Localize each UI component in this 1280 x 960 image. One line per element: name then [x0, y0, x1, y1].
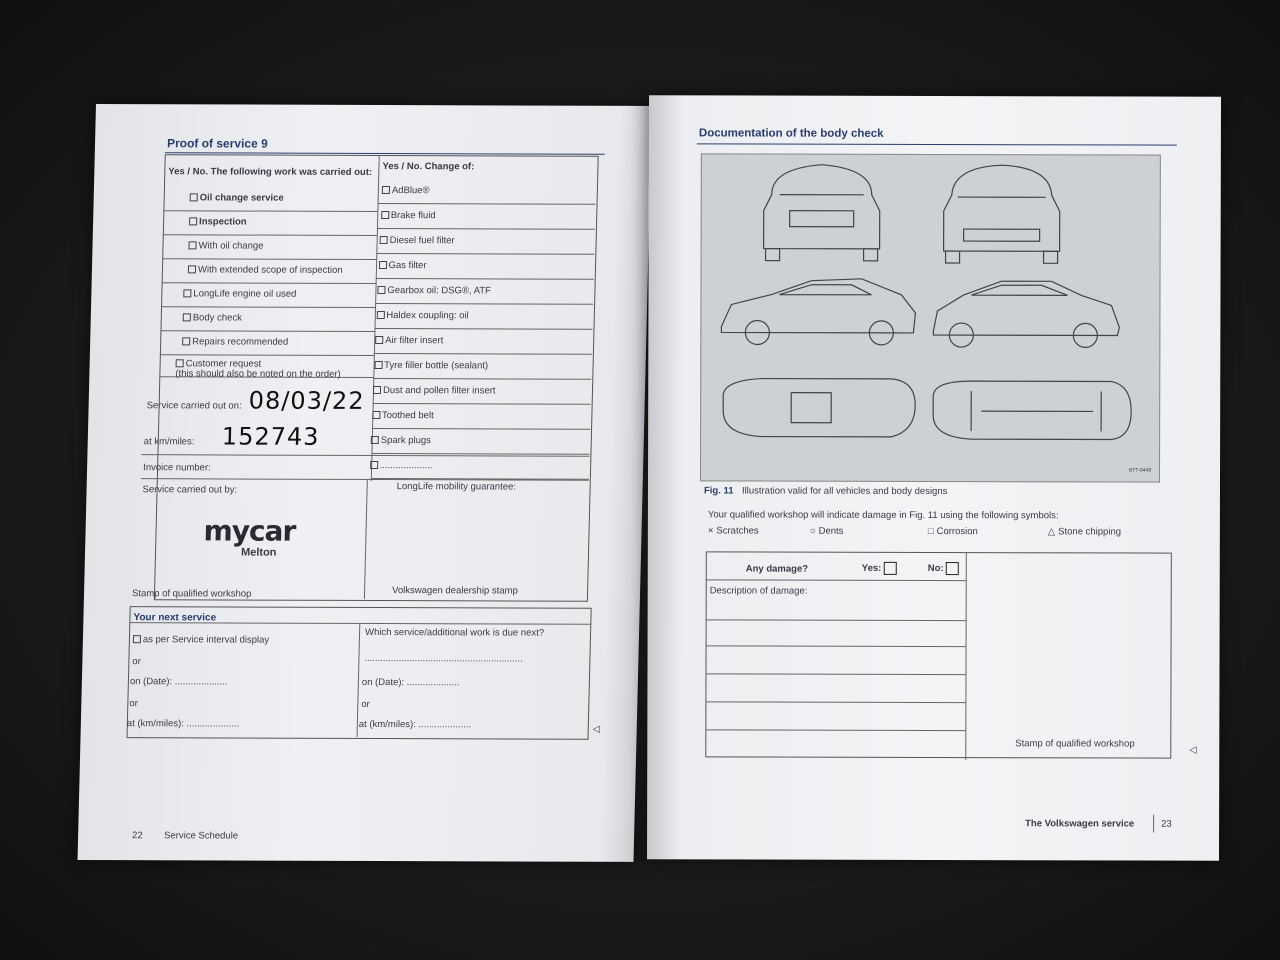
page-number-left: 22: [131, 830, 143, 842]
page-title: Proof of service 9: [166, 136, 268, 151]
no-label: No:: [928, 562, 960, 575]
yes-label: Yes:: [862, 562, 897, 575]
checkbox-icon[interactable]: [381, 211, 389, 219]
fig-label: Fig. 11: [703, 485, 734, 497]
symbol-item: ○ Dents: [809, 525, 844, 537]
next-left-3: on (Date): ....................: [129, 676, 228, 688]
work-item: Oil change service: [190, 192, 284, 203]
symbol-icon: △: [1047, 526, 1056, 538]
checkbox-icon[interactable]: [188, 242, 196, 250]
work-item: Repairs recommended: [182, 336, 288, 347]
change-item: Air filter insert: [375, 335, 443, 346]
carried-out-by-label: Service carried out by:: [142, 484, 238, 496]
triangle-icon-right: ◁: [1189, 744, 1197, 756]
symbol-icon: ○: [809, 525, 816, 537]
yes-checkbox[interactable]: [884, 562, 897, 575]
footer-right: The Volkswagen service: [1025, 818, 1135, 830]
work-item: Body check: [183, 312, 242, 323]
checkbox-icon[interactable]: [182, 338, 190, 346]
next-left-2: or: [132, 656, 141, 668]
body-check-title: Documentation of the body check: [698, 127, 884, 140]
symbols-intro: Your qualified workshop will indicate damage in Fig. 11 using the following symbols:: [707, 509, 1059, 522]
longlife-label: LongLife mobility guarantee:: [396, 481, 517, 493]
left-page: [78, 104, 652, 862]
change-item: Brake fluid: [381, 210, 436, 221]
damage-table: [705, 551, 1172, 758]
next-right-2: ............................................................: [364, 652, 523, 665]
fig-caption: Illustration valid for all vehicles and body designs: [741, 485, 948, 498]
km-value: 152743: [221, 422, 320, 451]
stamp-workshop-label: Stamp of qualified workshop: [131, 588, 252, 600]
checkbox-icon[interactable]: [374, 361, 382, 369]
next-service-title: Your next service: [133, 612, 217, 624]
right-page: [647, 95, 1221, 860]
change-item: Gearbox oil: DSG®, ATF: [377, 285, 491, 296]
checkbox-icon[interactable]: [380, 236, 388, 244]
service-date-label: Service carried out on:: [146, 400, 242, 412]
change-header: Yes / No. Change of:: [382, 161, 475, 173]
body-diagram: [700, 153, 1161, 482]
triangle-icon: ◁: [592, 723, 601, 735]
work-item: With oil change: [188, 240, 263, 251]
checkbox-icon[interactable]: [372, 411, 380, 419]
any-damage-label: Any damage?: [745, 563, 809, 575]
stamp-label-right: Stamp of qualified workshop: [1015, 738, 1135, 750]
checkbox-icon[interactable]: [176, 360, 184, 368]
symbol-item: □ Corrosion: [927, 525, 978, 538]
service-date-value: 08/03/22: [248, 386, 365, 415]
invoice-label: Invoice number:: [142, 462, 211, 474]
work-header: Yes / No. The following work was carried out:: [168, 166, 373, 178]
checkbox-icon[interactable]: [183, 290, 191, 298]
symbol-icon: □: [927, 525, 934, 537]
checkbox-icon[interactable]: [377, 286, 385, 294]
next-left-5: at (km/miles): ....................: [126, 718, 240, 730]
checkbox-icon[interactable]: [183, 314, 191, 322]
change-item: Diesel fuel filter: [380, 235, 455, 246]
symbol-icon: ×: [707, 525, 714, 537]
next-right-4: or: [361, 698, 370, 711]
change-item: Spark plugs: [371, 435, 431, 446]
no-checkbox[interactable]: [946, 562, 959, 575]
checkbox-icon[interactable]: [373, 386, 381, 394]
fig-code: BTT-0449: [1129, 467, 1151, 474]
checkbox-icon[interactable]: [188, 266, 196, 274]
change-item: AdBlue®: [382, 185, 430, 196]
checkbox-icon[interactable]: [189, 218, 197, 226]
work-item: Customer request: [176, 358, 262, 369]
km-label: at km/miles:: [143, 436, 195, 448]
next-right-1: Which service/additional work is due next?: [364, 626, 545, 639]
symbol-item: × Scratches: [707, 525, 759, 537]
symbol-item: △ Stone chipping: [1047, 526, 1122, 538]
next-right-3: on (Date): ....................: [361, 676, 460, 689]
change-item: Tyre filler bottle (sealant): [374, 360, 488, 371]
change-item: Toothed belt: [372, 410, 434, 421]
checkbox-icon[interactable]: [190, 194, 198, 202]
footer-left: Service Schedule: [163, 830, 239, 842]
description-label: Description of damage:: [709, 585, 808, 597]
change-item: ....................: [370, 460, 433, 471]
page-number-right: 23: [1161, 818, 1172, 830]
change-item: Gas filter: [378, 260, 426, 271]
car-outlines-svg: [701, 154, 1160, 481]
checkbox-icon[interactable]: [371, 436, 379, 444]
checkbox-icon[interactable]: [378, 261, 386, 269]
workshop-logo-sub: Melton: [240, 546, 277, 559]
work-item: Inspection: [189, 216, 247, 227]
next-right-5: at (km/miles): ....................: [358, 718, 472, 731]
work-item: With extended scope of inspection: [188, 264, 343, 276]
stamp-dealer-label: Volkswagen dealership stamp: [391, 585, 518, 597]
next-left-1: as per Service interval display: [133, 634, 269, 645]
checkbox-icon[interactable]: [376, 311, 384, 319]
change-item: Haldex coupling: oil: [376, 310, 469, 321]
next-left-4: or: [129, 698, 138, 710]
checkbox-icon[interactable]: [375, 336, 383, 344]
workshop-logo: mycar: [203, 514, 296, 548]
checkbox-icon[interactable]: [370, 461, 378, 469]
work-item: (this should also be noted on the order): [175, 368, 341, 380]
checkbox-icon[interactable]: [382, 186, 390, 194]
change-item: Dust and pollen filter insert: [373, 385, 496, 396]
work-item: LongLife engine oil used: [183, 288, 296, 299]
